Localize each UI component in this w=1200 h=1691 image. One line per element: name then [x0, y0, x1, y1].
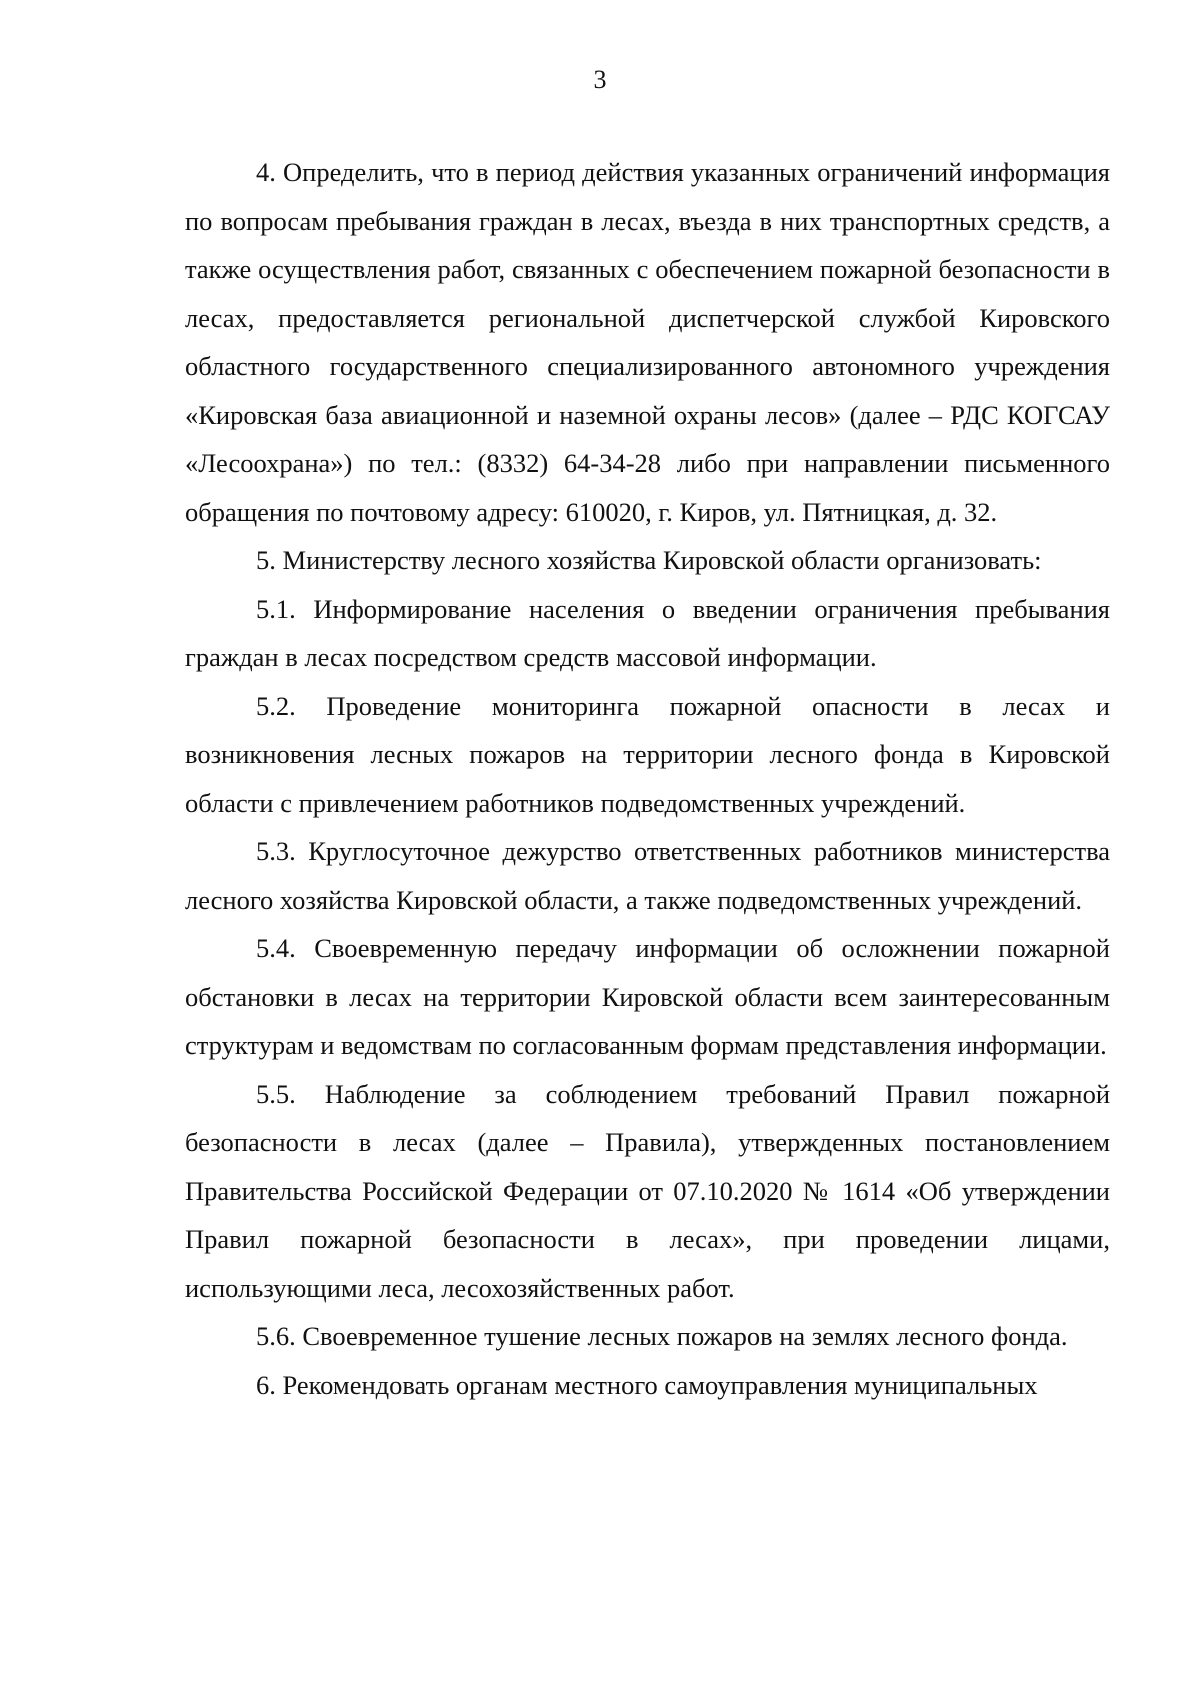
paragraph-6: 6. Рекомендовать органам местного самоуправления муниципальных [256, 1369, 1038, 1400]
paragraph-5-1: 5.1. Информирование населения о введении ограничения пребывания граждан в лесах посредством средств массовой информации. [185, 593, 1110, 672]
page-number: 3 [593, 65, 607, 94]
paragraph-5-2: 5.2. Проведение мониторинга пожарной опасности в лесах и возникновения лесных пожаров на территории лесного фонда в Кировской области с привлечением работников подведомственных учреждений. [185, 690, 1110, 818]
paragraph-5-4: 5.4. Своевременную передачу информации об осложнении пожарной обстановки в лесах на территории Кировской области всем заинтересованным структурам и ведомствам по согласованным формам представления информации. [185, 933, 1110, 1060]
document-body [185, 148, 1110, 1409]
paragraph-4: 4. Определить, что в период действия указанных ограничений информация по вопросам пребывания граждан в лесах, въезда в них транспортных средств, а также осуществления работ, связанных с обеспечением пожарной безопасности в лесах, предоставляется региональной диспетчерской службой Кировского областного государственного специализированного автономного учреждения «Кировская база авиационной и наземной охраны лесов» (далее – РДС КОГСАУ «Лесоохрана») по тел.: (8332) 64-34-28 либо при направлении письменного обращения по почтовому адресу: 610020, г. Киров, ул. Пятницкая, д. 32. [185, 157, 1110, 527]
paragraph-5: 5. Министерству лесного хозяйства Кировской области организовать: [256, 545, 1042, 575]
paragraph-5-6: 5.6. Своевременное тушение лесных пожаров на землях лесного фонда. [256, 1321, 1068, 1351]
paragraph-5-5: 5.5. Наблюдение за соблюдением требований Правил пожарной безопасности в лесах (далее – Правила), утвержденных постановлением Правительства Российской Федерации от 07.10.2020 № 1614 «Об утверждении Правил пожарной безопасности в лесах», при проведении лицами, использующими леса, лесохозяйственных работ. [185, 1078, 1110, 1303]
paragraph-5-3: 5.3. Круглосуточное дежурство ответственных работников министерства лесного хозяйства Кировской области, а также подведомственных учреждений. [185, 836, 1110, 915]
